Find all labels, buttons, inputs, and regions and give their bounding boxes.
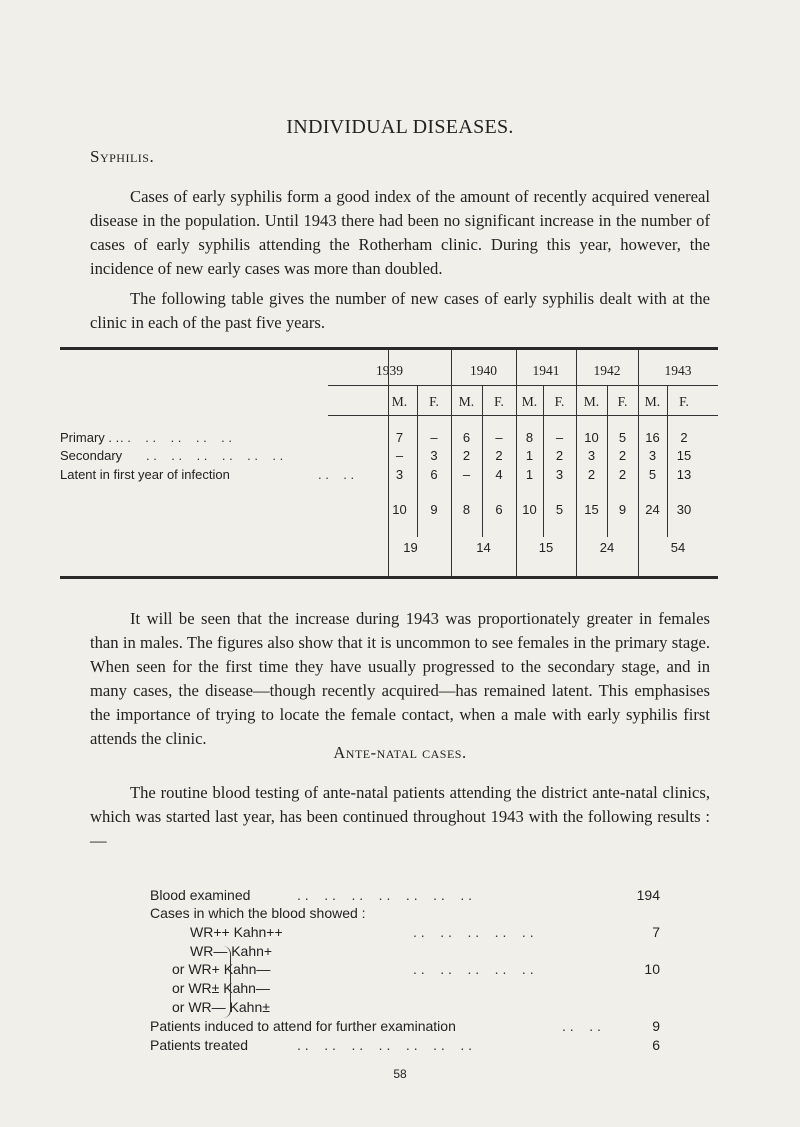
sex-header: M. <box>583 394 600 409</box>
table-cell: 3 <box>555 467 564 482</box>
table-cell: – <box>495 430 503 445</box>
year-total: 19 <box>403 540 418 555</box>
table-cell: 15 <box>676 448 692 463</box>
sex-header: F. <box>679 394 689 409</box>
year-total: 14 <box>476 540 491 555</box>
result-value: 10 <box>644 961 660 977</box>
table-cell: 2 <box>618 467 627 482</box>
paragraph-analysis: It will be seen that the increase during 1943 was proportionately greater in females than in males. The figures also show that it is uncommon to see females in the primary stage. When seen for the first time they have usually progressed to the secondary stage, and in many cases, the disease—though recently acquired—has remained latent. This emphasises the importance of trying to locate the female contact, when a male with early syphilis first attends the clinic. <box>90 609 710 748</box>
table-bottom-rule <box>60 576 718 579</box>
table-cell: 3 <box>395 467 404 482</box>
row-label-latent: Latent in first year of infection <box>60 467 230 482</box>
table-cell: – <box>555 430 564 445</box>
table-cell: 3 <box>648 448 657 463</box>
sex-header: F. <box>494 394 504 409</box>
row-label-secondary: Secondary <box>60 448 123 463</box>
table-cell: 4 <box>495 467 503 482</box>
section-heading-syphilis: Syphilis. <box>90 147 155 166</box>
result-value: 6 <box>652 1037 660 1053</box>
table-cell: 2 <box>587 467 596 482</box>
table-cell: 2 <box>680 430 688 445</box>
table-cell: – <box>462 467 471 482</box>
result-row-group: or WR— Kahn± <box>172 999 270 1015</box>
leader-dots: . . . . . . . . . . <box>120 430 232 445</box>
subtotal-cell: 9 <box>430 502 438 517</box>
row-label-primary: Primary . . <box>60 430 120 445</box>
table-top-rule <box>60 347 718 350</box>
table-cell: 7 <box>395 430 404 445</box>
table-cell: 1 <box>525 467 534 482</box>
table-cell: – <box>395 448 404 463</box>
sex-header: F. <box>554 394 565 409</box>
page-number: 58 <box>393 1067 407 1081</box>
result-row-blood-examined: Blood examined . . . . . . . . . . . . . . 194 <box>150 887 660 903</box>
table-cell: 10 <box>584 430 599 445</box>
year-header: 1940 <box>470 363 497 378</box>
page-title: INDIVIDUAL DISEASES. <box>286 116 514 138</box>
paragraph-table-intro: The following table gives the number of new cases of early syphilis dealt with at the clinic in each of the past five years. <box>90 289 710 332</box>
paragraph-intro: Cases of early syphilis form a good index of the amount of recently acquired venereal disease in the population. Until 1943 there had been no significant increase in the number of cases of early syphilis attending the Rotherham clinic. During this year, however, the incidence of new early cases was more than doubled. <box>90 187 710 278</box>
result-row-cases-showed: Cases in which the blood showed : <box>150 905 366 921</box>
subtotal-cell: 9 <box>618 502 627 517</box>
leader-dots: . . . . <box>318 467 355 482</box>
leader-dots: . . . . . . . . . . . . <box>146 448 284 463</box>
result-row-group: or WR± Kahn— <box>172 980 270 996</box>
table-cell: 6 <box>462 430 471 445</box>
subtotal-cell: 10 <box>522 502 537 517</box>
subtotal-cell: 8 <box>462 502 471 517</box>
subtotal-cell: 6 <box>495 502 503 517</box>
year-header: 1942 <box>593 363 621 378</box>
year-total: 54 <box>670 540 686 555</box>
result-row-induced: Patients induced to attend for further examination . . . . 9 <box>150 1018 660 1034</box>
table-cell: 6 <box>430 467 438 482</box>
table-cell: 16 <box>645 430 660 445</box>
subtotal-cell: 15 <box>584 502 599 517</box>
year-header: 1943 <box>664 363 692 378</box>
sex-header: M. <box>458 394 475 409</box>
table-cell: 3 <box>587 448 596 463</box>
table-cell: 5 <box>618 430 627 445</box>
sex-header: M. <box>521 394 538 409</box>
table-rule <box>328 415 718 416</box>
table-cell: – <box>430 430 438 445</box>
table-cell: 1 <box>525 448 534 463</box>
result-value: 7 <box>652 924 660 940</box>
syphilis-cases-table <box>60 347 718 579</box>
table-rule <box>328 385 718 386</box>
sex-header: M. <box>644 394 661 409</box>
result-value: 194 <box>636 887 660 903</box>
result-row-group: WR— Kahn+ <box>190 943 273 959</box>
sex-header: M. <box>391 394 408 409</box>
table-cell: 5 <box>648 467 657 482</box>
table-cell: 2 <box>555 448 564 463</box>
result-row-group: or WR+ Kahn— . . . . . . . . . . 10 <box>172 961 660 977</box>
result-value: 9 <box>652 1018 660 1034</box>
year-header: 1939 <box>376 363 403 378</box>
year-total: 15 <box>538 540 554 555</box>
table-cell: 2 <box>462 448 471 463</box>
grouping-brace <box>220 946 231 1018</box>
year-header: 1941 <box>532 363 560 378</box>
table-cell: 13 <box>676 467 692 482</box>
subtotal-cell: 10 <box>392 502 407 517</box>
result-row-treated: Patients treated . . . . . . . . . . . . . . 6 <box>150 1037 660 1053</box>
paragraph-antenatal: The routine blood testing of ante-natal patients attending the district ante-natal clinics, which was started last year, has been continued throughout 1943 with the following results :— <box>90 783 710 850</box>
section-heading-antenatal: Ante-natal cases. <box>333 743 467 762</box>
year-total: 24 <box>599 540 615 555</box>
table-cell: 8 <box>525 430 534 445</box>
result-row-wr-pp: WR++ Kahn++ . . . . . . . . . . 7 <box>190 924 660 940</box>
sex-header: F. <box>429 394 439 409</box>
table-cell: 2 <box>495 448 503 463</box>
table-cell: 3 <box>430 448 438 463</box>
table-cell: 2 <box>618 448 627 463</box>
sex-header: F. <box>617 394 628 409</box>
subtotal-cell: 30 <box>676 502 692 517</box>
subtotal-cell: 24 <box>645 502 660 517</box>
subtotal-cell: 5 <box>555 502 564 517</box>
